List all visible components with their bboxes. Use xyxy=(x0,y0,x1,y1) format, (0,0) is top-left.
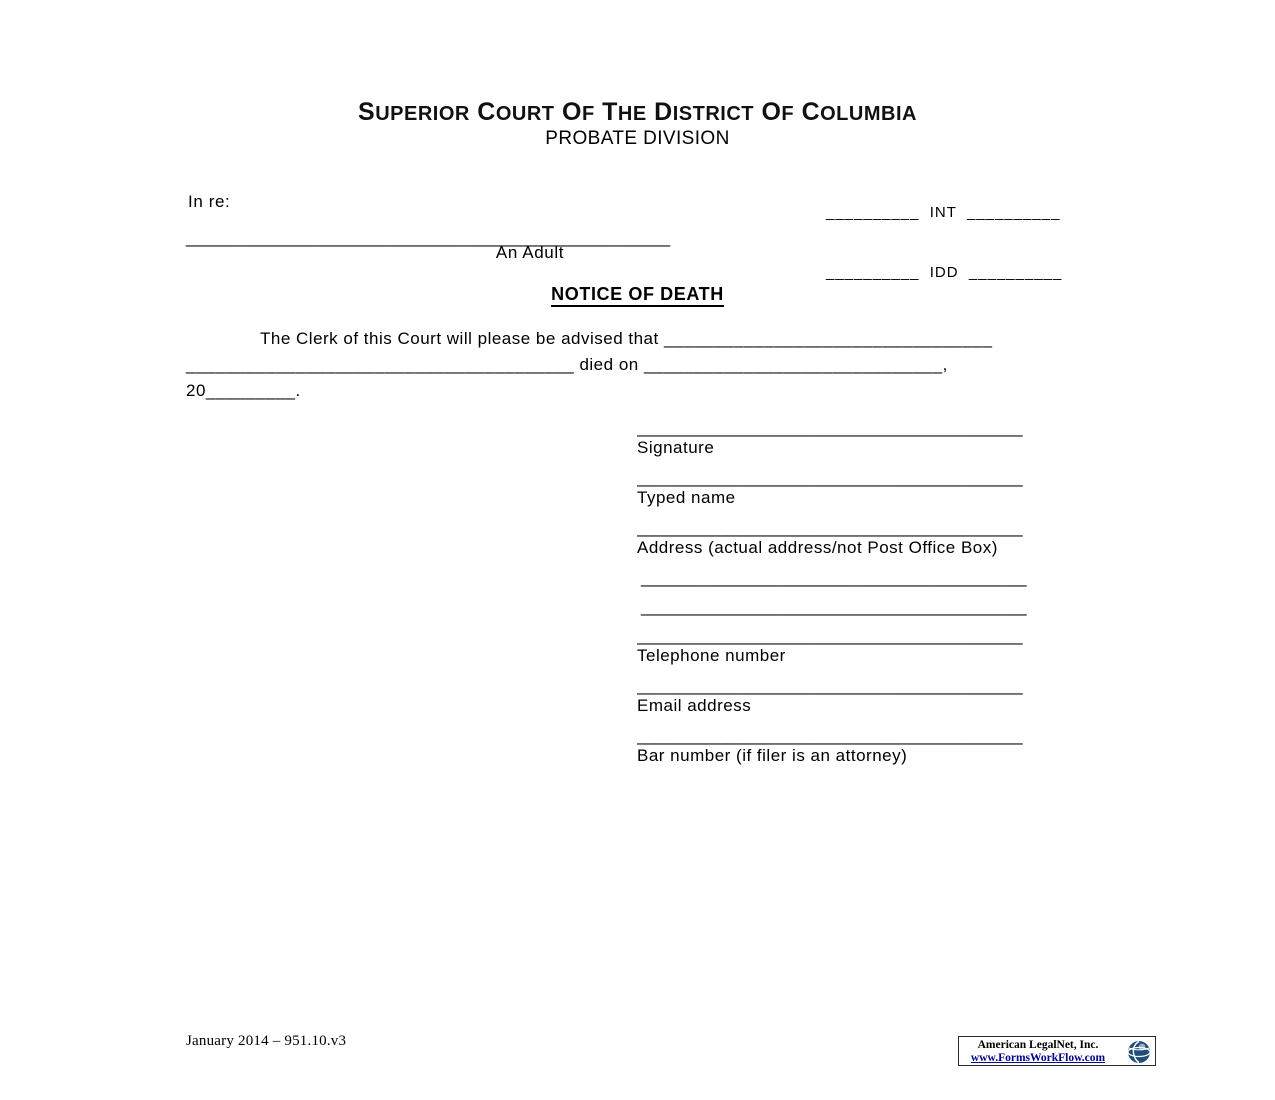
signature-label: Signature xyxy=(637,438,715,457)
typed-name-rule[interactable]: ___________________________________________ xyxy=(637,468,1023,487)
telephone-label: Telephone number xyxy=(637,646,786,665)
body-line-3: 20_________. xyxy=(186,381,301,400)
signature-rule[interactable]: ___________________________________________ xyxy=(637,418,1023,437)
notice-of-death-title xyxy=(0,284,1275,305)
body-line-1: The Clerk of this Court will please be advised that _________________________________ xyxy=(260,329,993,348)
page-title xyxy=(0,98,1275,127)
form-revision-footer: January 2014 – 951.10.v3 xyxy=(186,1033,347,1049)
bar-number-rule[interactable]: ___________________________________________ xyxy=(637,726,1023,745)
stamp-company-name: American LegalNet, Inc. xyxy=(977,1039,1099,1051)
address-spacer-1 xyxy=(637,587,1137,597)
bar-number-label: Bar number (if filer is an attorney) xyxy=(637,746,908,765)
decedent-name-rule: ______________________________________________________ xyxy=(186,228,670,247)
address-rule-line-2[interactable]: ___________________________________________ xyxy=(641,568,1027,587)
stamp-website-link[interactable]: www.FormsWorkFlow.com xyxy=(970,1052,1106,1064)
in-re-label: In re: xyxy=(188,192,231,211)
telephone-rule[interactable]: ___________________________________________ xyxy=(637,626,1023,645)
division-subtitle: PROBATE DIVISION xyxy=(545,128,730,149)
address-label: Address (actual address/not Post Office Box) xyxy=(637,538,998,557)
email-rule[interactable]: ___________________________________________ xyxy=(637,676,1023,695)
address-spacer-2 xyxy=(637,616,1137,626)
case-number-idd-line: __________ IDD __________ xyxy=(826,264,1063,281)
body-paragraph xyxy=(186,326,1126,404)
email-label: Email address xyxy=(637,696,752,715)
address-rule[interactable]: ___________________________________________ xyxy=(637,518,1023,537)
case-number-int-line: __________ INT __________ xyxy=(826,204,1061,221)
address-rule-line-3[interactable]: ___________________________________________ xyxy=(641,597,1027,616)
legalnet-globe-icon xyxy=(1126,1039,1152,1065)
an-adult-label: An Adult xyxy=(495,243,565,262)
typed-name-label: Typed name xyxy=(637,488,736,507)
stamp-text xyxy=(963,1038,1113,1065)
body-line-2: _______________________________________ died on ______________________________, xyxy=(186,355,948,374)
american-legalnet-stamp xyxy=(958,1036,1156,1066)
notice-of-death-title-text: NOTICE OF DEATH xyxy=(551,284,724,307)
signature-block xyxy=(637,418,1137,776)
court-title-text: SUPERIOR COURT OF THE DISTRICT OF COLUMBIA xyxy=(358,98,917,126)
